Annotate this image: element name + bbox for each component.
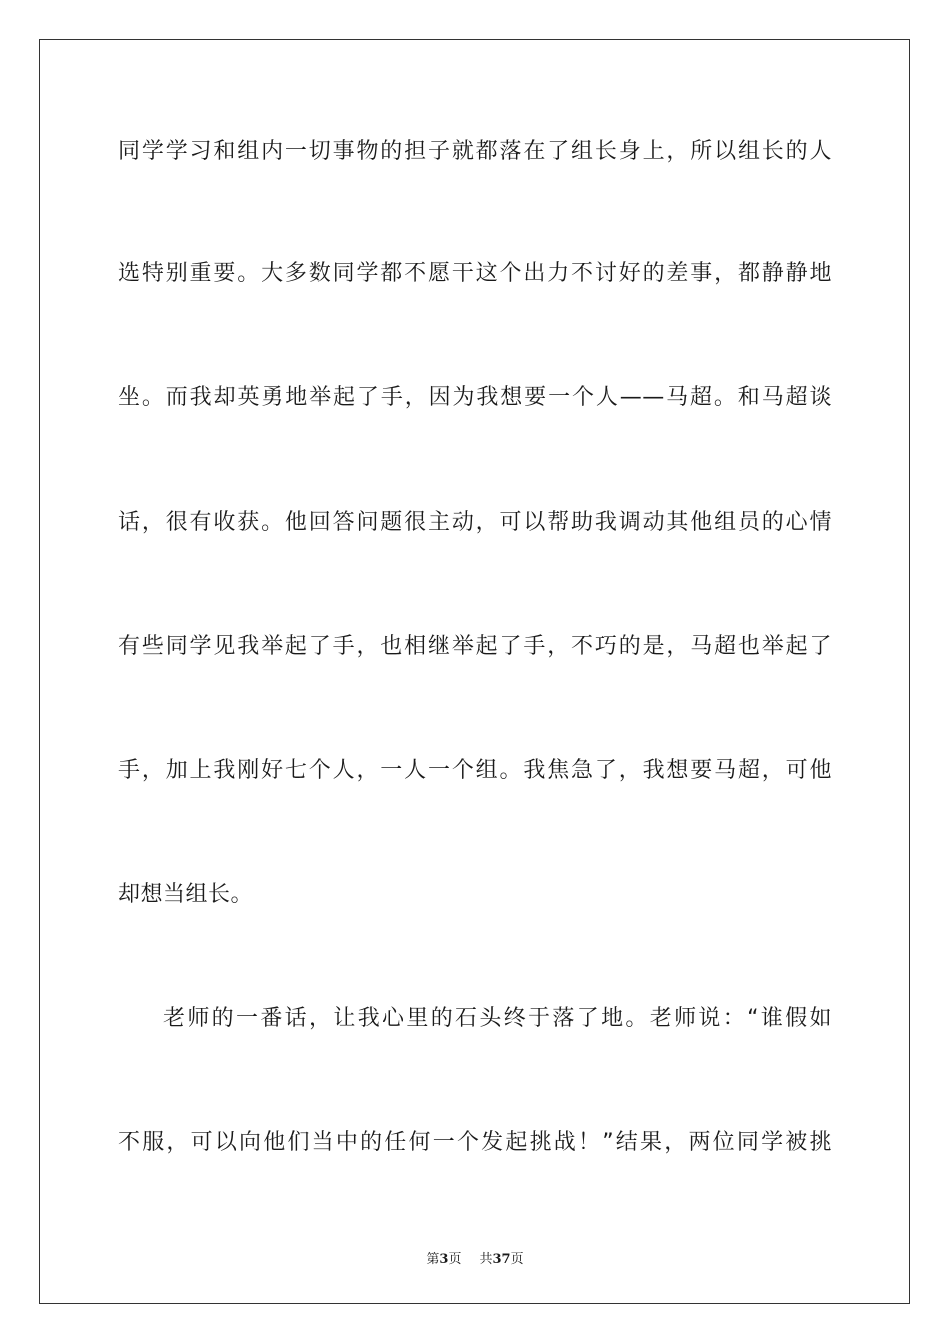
paragraph-line-3: 坐。而我却英勇地举起了手，因为我想要一个人——马超。和马超谈 — [118, 385, 832, 410]
paragraph-line-9: 不服，可以向他们当中的任何一个发起挑战！”结果，两位同学被挑 — [118, 1130, 832, 1155]
paragraph-line-8: 老师的一番话，让我心里的石头终于落了地。老师说：“谁假如 — [163, 1006, 832, 1031]
page-number: 3 — [439, 1252, 449, 1267]
paragraph-line-4: 话，很有收获。他回答问题很主动，可以帮助我调动其他组员的心情 — [118, 510, 832, 535]
page-border — [39, 39, 910, 1304]
total-prefix: 共 — [479, 1252, 493, 1267]
page-prefix: 第 — [426, 1252, 440, 1267]
total-suffix: 页 — [510, 1252, 524, 1267]
paragraph-line-7: 却想当组长。 — [118, 882, 254, 907]
page-suffix: 页 — [448, 1252, 462, 1267]
paragraph-line-5: 有些同学见我举起了手，也相继举起了手，不巧的是，马超也举起了 — [118, 634, 832, 659]
paragraph-line-1: 同学学习和组内一切事物的担子就都落在了组长身上，所以组长的人 — [118, 139, 832, 164]
paragraph-line-6: 手，加上我刚好七个人，一人一个组。我焦急了，我想要马超，可他 — [118, 758, 832, 783]
page-footer — [0, 1248, 950, 1267]
paragraph-line-2: 选特别重要。大多数同学都不愿干这个出力不讨好的差事，都静静地 — [118, 261, 832, 286]
total-pages: 37 — [492, 1252, 511, 1267]
